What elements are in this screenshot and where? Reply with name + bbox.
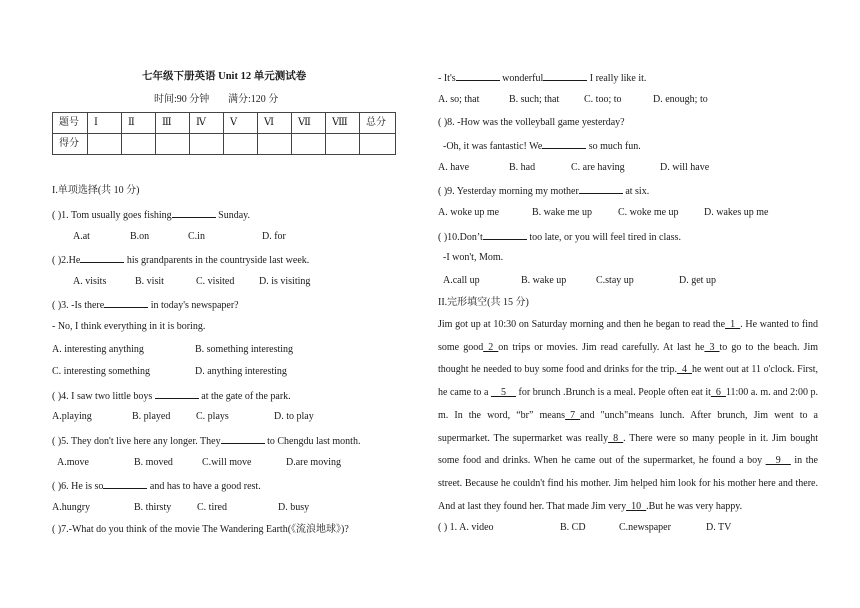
- answer-blank[interactable]: [221, 434, 265, 444]
- question-stem: ( )10.Don’t: [438, 232, 483, 243]
- cloze-blank[interactable]: _3_: [704, 341, 720, 353]
- passage-text: .But he was very happy.: [646, 500, 743, 512]
- question-9: [438, 184, 649, 198]
- score-cell: Ⅵ: [258, 113, 292, 134]
- option-b: B. wake up: [521, 275, 567, 286]
- section-heading: II.完形填空(共 15 分): [438, 297, 529, 308]
- score-input-cell[interactable]: [88, 134, 122, 155]
- section-heading: I.单项选择(共 10 分): [52, 185, 140, 196]
- answer-blank[interactable]: [103, 479, 147, 489]
- option-c: C.newspaper: [619, 522, 671, 533]
- passage-text: in the street. Because he couldn't find his mother. Jim helped him look for his mother here and there. And at last they found her. That made Jim very: [438, 455, 819, 512]
- option-b: B. visit: [135, 276, 164, 287]
- option-a: A.playing: [52, 411, 92, 422]
- score-input-cell[interactable]: [156, 134, 190, 155]
- option-c: C. too; to: [584, 94, 622, 105]
- score-input-cell[interactable]: [190, 134, 224, 155]
- option-b: B. moved: [134, 457, 173, 468]
- cloze-question-1: ( ) 1. A. video: [438, 522, 494, 533]
- cloze-blank[interactable]: _7_: [565, 409, 581, 421]
- option-b: B. something interesting: [195, 344, 294, 355]
- question-8: ( )8. -How was the volleyball game yesterday?: [438, 117, 625, 128]
- question-stem: to Chengdu last month.: [264, 436, 361, 447]
- option-a: A.move: [57, 457, 89, 468]
- score-cell: Ⅳ: [190, 113, 224, 134]
- passage-text: on trips or movies. Jim read carefully. At last he: [498, 341, 705, 353]
- option-c: C. interesting something: [52, 366, 151, 377]
- score-cell: Ⅱ: [122, 113, 156, 134]
- option-d: D. is visiting: [259, 276, 311, 287]
- answer-blank[interactable]: [104, 298, 148, 308]
- question-reply: [443, 139, 641, 153]
- score-cell: Ⅶ: [292, 113, 326, 134]
- score-cell: Ⅰ: [88, 113, 122, 134]
- question-stem: ( )1. Tom usually goes fishing: [52, 210, 172, 221]
- passage-text: for brunch .Brunch is a meal. People often eat it: [515, 387, 711, 399]
- cloze-blank[interactable]: _1_: [725, 319, 741, 330]
- question-2: [52, 253, 309, 267]
- question-5: [52, 434, 360, 448]
- option-c: C.stay up: [596, 275, 634, 286]
- answer-blank[interactable]: [172, 208, 216, 218]
- question-stem: ( )9. Yesterday morning my mother: [438, 186, 579, 197]
- question-stem: at the gate of the park.: [198, 391, 291, 402]
- question-stem: - It's: [438, 73, 456, 84]
- answer-blank[interactable]: [579, 184, 623, 194]
- question-7: ( )7.-What do you think of the movie The Wandering Earth(《流浪地球》)?: [52, 524, 349, 535]
- question-stem: ( )3. -Is there: [52, 300, 105, 311]
- question-10: [438, 230, 681, 244]
- question-stem: so much fun.: [586, 141, 641, 152]
- option-a: A. visits: [73, 276, 107, 287]
- score-cell: Ⅲ: [156, 113, 190, 134]
- question-reply: -I won't, Mom.: [443, 252, 504, 263]
- option-a: A. woke up me: [438, 207, 500, 218]
- question-stem: -Oh, it was fantastic! We: [443, 141, 543, 152]
- option-c: C. tired: [197, 502, 227, 513]
- option-b: B. thirsty: [134, 502, 172, 513]
- option-d: D. TV: [706, 522, 732, 533]
- question-stem: too late, or you will feel tired in class.: [526, 232, 681, 243]
- option-a: A. have: [438, 162, 470, 173]
- cloze-blank[interactable]: _10_: [626, 500, 647, 512]
- question-6: [52, 479, 261, 493]
- score-input-cell[interactable]: [360, 134, 396, 155]
- option-a: A.call up: [443, 275, 480, 286]
- score-table-score-row: [53, 134, 396, 155]
- answer-blank[interactable]: [155, 389, 199, 399]
- cloze-blank[interactable]: _8_: [608, 432, 624, 444]
- question-stem: I really like it.: [587, 73, 647, 84]
- option-a: A.at: [73, 231, 90, 242]
- option-c: C. visited: [196, 276, 235, 287]
- question-reply: - No, I think everything in it is boring.: [52, 321, 206, 332]
- answer-blank[interactable]: [543, 71, 587, 81]
- answer-blank[interactable]: [80, 253, 124, 263]
- answer-blank[interactable]: [456, 71, 500, 81]
- passage-text: and "unch"means lunch. After brunch, Jim went to a supermarket. The supermarket was really: [438, 409, 818, 444]
- score-cell: 题号: [53, 113, 88, 134]
- passage-text: he went out at 11 o'clock. First, he came to a: [438, 364, 818, 399]
- question-stem: wonderful: [499, 73, 544, 84]
- passage-text: Jim got up at 10:30 on Saturday morning and then he began to read the: [438, 319, 726, 330]
- answer-blank[interactable]: [542, 139, 586, 149]
- score-input-cell[interactable]: [326, 134, 360, 155]
- passage-text: 11:00 a. m. and 2:00 p. m. In the word, “br” means: [438, 387, 818, 421]
- option-d: D. busy: [278, 502, 310, 513]
- score-cell: 总分: [360, 113, 396, 134]
- score-cell: 得分: [53, 134, 88, 155]
- question-stem: his grandparents in the countryside last week.: [124, 255, 310, 266]
- option-d: D. get up: [679, 275, 716, 286]
- option-d: D. for: [262, 231, 286, 242]
- option-c: C. woke me up: [618, 207, 679, 218]
- option-d: D. enough; to: [653, 94, 708, 105]
- option-d: D. will have: [660, 162, 710, 173]
- cloze-blank[interactable]: _6_: [710, 387, 726, 399]
- cloze-blank[interactable]: _4_: [677, 364, 692, 376]
- option-b: B.on: [130, 231, 150, 242]
- score-input-cell[interactable]: [292, 134, 326, 155]
- option-d: D. anything interesting: [195, 366, 287, 377]
- option-c: C. plays: [196, 411, 229, 422]
- option-a: A. so; that: [438, 94, 480, 105]
- passage-text: . There were so many people in it. Jim bought some food and drinks. When he came out of the supermarket, he found a boy: [438, 432, 819, 467]
- question-stem: ( )5. They don't live here any longer. They: [52, 436, 221, 447]
- question-stem: ( )4. I saw two little boys: [52, 391, 155, 402]
- score-cell: Ⅷ: [326, 113, 360, 134]
- question-stem: ( )2.He: [52, 255, 81, 266]
- option-b: B. wake me up: [532, 207, 592, 218]
- option-c: C.will move: [202, 457, 252, 468]
- question-1: [52, 208, 250, 222]
- score-table-header-row: [53, 113, 396, 134]
- cloze-passage: [438, 314, 818, 518]
- option-a: A. interesting anything: [52, 344, 144, 355]
- page-title: 七年级下册英语 Unit 12 单元测试卷: [142, 71, 307, 82]
- cloze-blank[interactable]: _2_: [483, 341, 499, 353]
- option-b: B. CD: [560, 522, 586, 533]
- question-stem: Sunday.: [215, 210, 251, 221]
- question-stem: and has to have a good rest.: [147, 481, 261, 492]
- option-d: D. to play: [274, 411, 314, 422]
- option-b: B. played: [132, 411, 171, 422]
- question-stem: ( )6. He is so: [52, 481, 104, 492]
- passage-text: to go to the beach. Jim thought he needed to buy some food and drinks for the trip.: [438, 341, 819, 376]
- option-b: B. had: [509, 162, 536, 173]
- score-input-cell[interactable]: [122, 134, 156, 155]
- score-input-cell[interactable]: [224, 134, 258, 155]
- score-table: [52, 112, 396, 155]
- passage-text: . He wanted to find some good: [438, 319, 818, 353]
- exam-full-score: 满分:120 分: [228, 94, 279, 105]
- score-input-cell[interactable]: [258, 134, 292, 155]
- option-c: C. are having: [571, 162, 625, 173]
- option-a: A.hungry: [52, 502, 91, 513]
- score-cell: Ⅴ: [224, 113, 258, 134]
- question-4: [52, 389, 291, 403]
- option-c: C.in: [188, 231, 205, 242]
- question-stem: at six.: [622, 186, 650, 197]
- option-b: B. such; that: [509, 94, 560, 105]
- question-3: [52, 298, 239, 312]
- option-d: D.are moving: [286, 457, 341, 468]
- exam-time: 时间:90 分钟: [154, 94, 210, 105]
- cloze-blank[interactable]: __5__: [490, 387, 516, 399]
- answer-blank[interactable]: [483, 230, 527, 240]
- question-stem: in today's newspaper?: [148, 300, 239, 311]
- question-reply: [438, 71, 646, 85]
- cloze-blank[interactable]: __9__: [765, 455, 791, 467]
- option-d: D. wakes up me: [704, 207, 769, 218]
